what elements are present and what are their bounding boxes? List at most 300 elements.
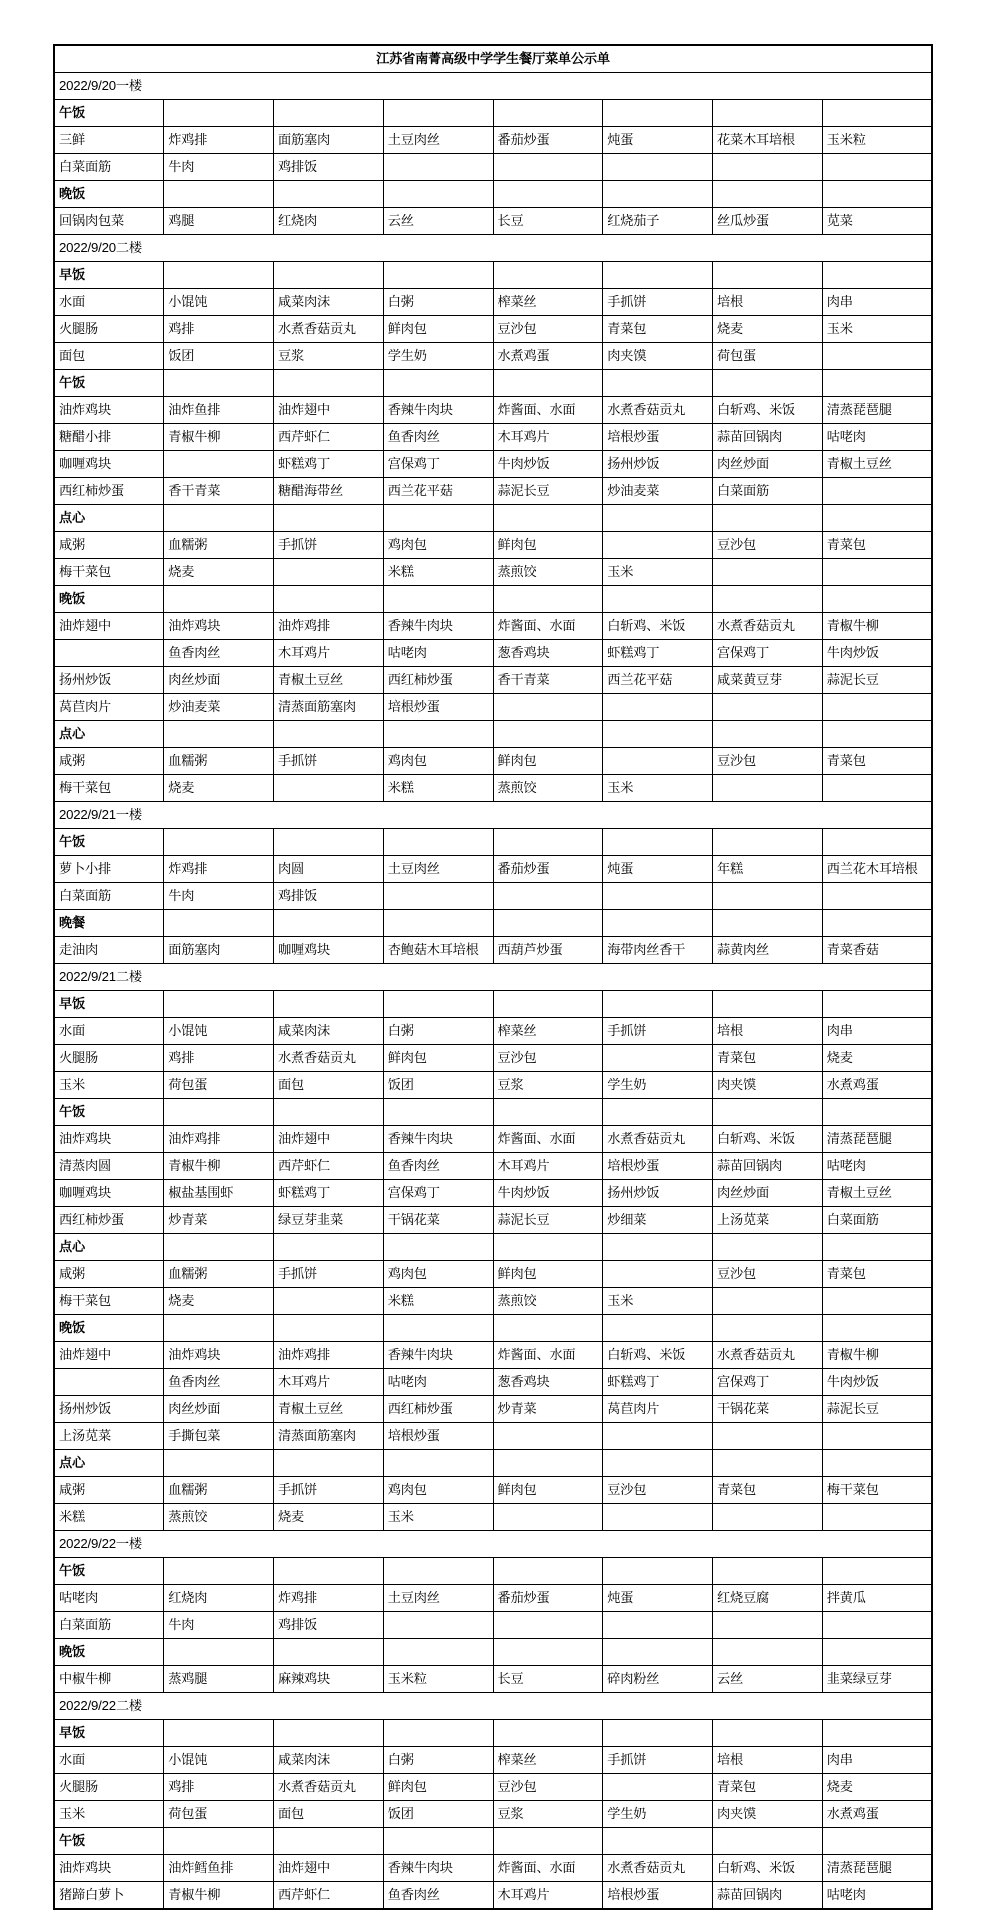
dish-cell: 绿豆芽韭菜	[274, 1207, 384, 1234]
meal-header-empty-cell	[603, 1450, 713, 1477]
dish-cell: 咕咾肉	[383, 1369, 493, 1396]
meal-header-empty-cell	[713, 1315, 823, 1342]
meal-header-empty-cell	[713, 1639, 823, 1666]
dish-cell: 清蒸面筋塞肉	[274, 694, 384, 721]
meal-header-empty-cell	[713, 1828, 823, 1855]
dish-cell: 麻辣鸡块	[274, 1666, 384, 1693]
document-title: 江苏省南菁高级中学学生餐厅菜单公示单	[54, 45, 932, 73]
dish-cell: 油炸翅中	[54, 1342, 164, 1369]
dish-cell: 清蒸琵琶腿	[822, 1126, 932, 1153]
meal-header-empty-cell	[822, 1315, 932, 1342]
dish-cell	[603, 532, 713, 559]
dish-cell: 豆沙包	[603, 1477, 713, 1504]
dish-cell	[164, 451, 274, 478]
meal-label: 早饭	[54, 262, 164, 289]
meal-header-row	[54, 1720, 932, 1747]
meal-header-empty-cell	[164, 586, 274, 613]
dish-cell: 炸酱面、水面	[493, 613, 603, 640]
dish-cell: 血糯粥	[164, 1477, 274, 1504]
dish-row	[54, 1585, 932, 1612]
dish-cell: 炸鸡排	[164, 856, 274, 883]
dish-cell: 莴苣肉片	[54, 694, 164, 721]
dish-cell: 小馄饨	[164, 1747, 274, 1774]
dish-cell: 面包	[274, 1072, 384, 1099]
dish-cell: 苋菜	[822, 208, 932, 235]
dish-cell: 清蒸面筋塞肉	[274, 1423, 384, 1450]
dish-cell: 长豆	[493, 1666, 603, 1693]
dish-cell: 豆沙包	[493, 1045, 603, 1072]
dish-cell: 豆浆	[493, 1072, 603, 1099]
dish-cell: 青菜包	[822, 1261, 932, 1288]
dish-cell	[822, 478, 932, 505]
dish-cell: 火腿肠	[54, 1045, 164, 1072]
dish-cell: 玉米	[383, 1504, 493, 1531]
dish-cell: 油炸鸡块	[54, 1126, 164, 1153]
dish-cell: 鲜肉包	[493, 748, 603, 775]
dish-cell: 韭菜绿豆芽	[822, 1666, 932, 1693]
meal-header-empty-cell	[493, 1450, 603, 1477]
meal-header-empty-cell	[383, 1315, 493, 1342]
dish-cell: 碎肉粉丝	[603, 1666, 713, 1693]
meal-header-empty-cell	[493, 1639, 603, 1666]
dish-cell: 木耳鸡片	[493, 424, 603, 451]
dish-row	[54, 1666, 932, 1693]
meal-header-empty-cell	[493, 100, 603, 127]
dish-cell: 猪蹄白萝卜	[54, 1882, 164, 1910]
dish-cell: 培根	[713, 289, 823, 316]
meal-header-empty-cell	[822, 721, 932, 748]
dish-cell	[822, 883, 932, 910]
dish-cell: 米糕	[54, 1504, 164, 1531]
dish-cell: 回锅肉包菜	[54, 208, 164, 235]
dish-cell: 梅干菜包	[54, 559, 164, 586]
dish-cell: 肉丝炒面	[164, 667, 274, 694]
dish-cell: 西芹虾仁	[274, 1882, 384, 1910]
dish-row	[54, 1207, 932, 1234]
dish-cell: 咕咾肉	[383, 640, 493, 667]
dish-cell: 水面	[54, 1747, 164, 1774]
dish-row	[54, 397, 932, 424]
meal-header-empty-cell	[164, 370, 274, 397]
dish-cell: 咸菜肉沫	[274, 1747, 384, 1774]
dish-cell	[713, 154, 823, 181]
dish-cell: 鱼香肉丝	[383, 1882, 493, 1910]
date-label: 2022/9/20二楼	[54, 235, 932, 262]
dish-cell: 炸酱面、水面	[493, 1342, 603, 1369]
dish-cell	[713, 559, 823, 586]
dish-cell: 肉丝炒面	[713, 1180, 823, 1207]
dish-cell	[603, 748, 713, 775]
dish-cell: 炒油麦菜	[164, 694, 274, 721]
dish-cell: 炸鸡排	[274, 1585, 384, 1612]
dish-cell: 木耳鸡片	[493, 1153, 603, 1180]
dish-cell: 青椒牛柳	[164, 424, 274, 451]
meal-label: 晚饭	[54, 586, 164, 613]
dish-cell: 萝卜小排	[54, 856, 164, 883]
meal-label: 午饭	[54, 1558, 164, 1585]
dish-cell: 学生奶	[603, 1072, 713, 1099]
dish-cell: 鱼香肉丝	[164, 640, 274, 667]
dish-cell: 鸡排	[164, 1045, 274, 1072]
dish-row	[54, 559, 932, 586]
dish-cell: 咸菜黄豆芽	[713, 667, 823, 694]
dish-cell: 西芹虾仁	[274, 1153, 384, 1180]
meal-header-empty-cell	[164, 1828, 274, 1855]
meal-header-empty-cell	[493, 1315, 603, 1342]
dish-cell: 香辣牛肉块	[383, 1342, 493, 1369]
dish-row	[54, 1261, 932, 1288]
dish-cell: 培根	[713, 1018, 823, 1045]
dish-cell: 白粥	[383, 1018, 493, 1045]
dish-cell: 清蒸琵琶腿	[822, 397, 932, 424]
dish-cell: 西红柿炒蛋	[383, 667, 493, 694]
meal-header-empty-cell	[383, 1720, 493, 1747]
dish-cell: 肉串	[822, 1018, 932, 1045]
dish-cell: 炒细菜	[603, 1207, 713, 1234]
dish-cell: 鲜肉包	[493, 1261, 603, 1288]
meal-header-empty-cell	[164, 721, 274, 748]
dish-cell: 蒜泥长豆	[493, 478, 603, 505]
dish-cell: 炸鸡排	[164, 127, 274, 154]
dish-cell: 梅干菜包	[822, 1477, 932, 1504]
dish-cell: 白粥	[383, 289, 493, 316]
dish-cell: 青菜包	[822, 748, 932, 775]
dish-cell: 鸡排	[164, 316, 274, 343]
meal-header-empty-cell	[274, 1639, 384, 1666]
meal-header-empty-cell	[822, 586, 932, 613]
meal-header-empty-cell	[493, 910, 603, 937]
dish-cell	[493, 1612, 603, 1639]
menu-table-body	[54, 45, 932, 1909]
meal-header-empty-cell	[713, 100, 823, 127]
dish-cell: 豆沙包	[713, 532, 823, 559]
dish-cell: 扬州炒饭	[54, 1396, 164, 1423]
meal-header-empty-cell	[713, 1450, 823, 1477]
meal-header-empty-cell	[164, 1720, 274, 1747]
dish-cell: 蒜苗回锅肉	[713, 1882, 823, 1910]
meal-header-row	[54, 1558, 932, 1585]
dish-cell: 饭团	[383, 1801, 493, 1828]
dish-cell: 西兰花平菇	[603, 667, 713, 694]
meal-header-empty-cell	[164, 1099, 274, 1126]
dish-cell: 油炸鸡块	[54, 397, 164, 424]
dish-cell: 火腿肠	[54, 316, 164, 343]
dish-cell: 扬州炒饭	[603, 451, 713, 478]
dish-cell: 玉米	[603, 559, 713, 586]
meal-header-empty-cell	[164, 1315, 274, 1342]
dish-cell: 油炸鱼排	[164, 397, 274, 424]
meal-header-empty-cell	[274, 181, 384, 208]
meal-header-empty-cell	[493, 721, 603, 748]
dish-cell: 虾糕鸡丁	[603, 640, 713, 667]
dish-row	[54, 154, 932, 181]
dish-cell: 清蒸肉圆	[54, 1153, 164, 1180]
dish-cell: 青菜包	[713, 1045, 823, 1072]
dish-cell: 西兰花平菇	[383, 478, 493, 505]
dish-cell: 火腿肠	[54, 1774, 164, 1801]
meal-label: 晚饭	[54, 1639, 164, 1666]
dish-cell: 三鲜	[54, 127, 164, 154]
meal-header-empty-cell	[493, 1099, 603, 1126]
date-label: 2022/9/22二楼	[54, 1693, 932, 1720]
dish-cell: 鸡排饭	[274, 1612, 384, 1639]
dish-row	[54, 937, 932, 964]
dish-cell: 蒸煎饺	[164, 1504, 274, 1531]
meal-label: 午饭	[54, 100, 164, 127]
dish-cell: 小馄饨	[164, 289, 274, 316]
dish-cell	[822, 1423, 932, 1450]
meal-header-empty-cell	[713, 370, 823, 397]
dish-cell: 中椒牛柳	[54, 1666, 164, 1693]
dish-cell: 蒸鸡腿	[164, 1666, 274, 1693]
dish-cell: 香辣牛肉块	[383, 1855, 493, 1882]
dish-cell: 血糯粥	[164, 1261, 274, 1288]
dish-cell: 西红柿炒蛋	[54, 478, 164, 505]
meal-header-empty-cell	[274, 1099, 384, 1126]
dish-cell: 白菜面筋	[54, 1612, 164, 1639]
meal-header-empty-cell	[383, 1828, 493, 1855]
dish-cell: 炸酱面、水面	[493, 1126, 603, 1153]
dish-cell	[493, 1423, 603, 1450]
dish-cell	[603, 1045, 713, 1072]
dish-row	[54, 1369, 932, 1396]
dish-cell	[274, 775, 384, 802]
meal-header-empty-cell	[493, 991, 603, 1018]
meal-header-empty-cell	[822, 370, 932, 397]
dish-cell: 番茄炒蛋	[493, 1585, 603, 1612]
dish-cell: 面包	[54, 343, 164, 370]
dish-cell: 红烧豆腐	[713, 1585, 823, 1612]
dish-cell: 荷包蛋	[164, 1801, 274, 1828]
dish-cell: 红烧肉	[164, 1585, 274, 1612]
dish-cell: 宫保鸡丁	[383, 451, 493, 478]
dish-cell: 鲜肉包	[383, 1045, 493, 1072]
dish-cell: 白斩鸡、米饭	[713, 397, 823, 424]
dish-cell: 鱼香肉丝	[164, 1369, 274, 1396]
dish-cell: 糖醋小排	[54, 424, 164, 451]
meal-header-empty-cell	[274, 586, 384, 613]
dish-cell	[383, 883, 493, 910]
meal-header-empty-cell	[603, 1099, 713, 1126]
meal-header-row	[54, 829, 932, 856]
dish-cell: 鱼香肉丝	[383, 424, 493, 451]
dish-cell: 鸡肉包	[383, 532, 493, 559]
meal-header-empty-cell	[383, 505, 493, 532]
meal-header-empty-cell	[493, 505, 603, 532]
dish-cell: 虾糕鸡丁	[274, 1180, 384, 1207]
meal-header-empty-cell	[713, 262, 823, 289]
dish-cell: 青椒土豆丝	[274, 1396, 384, 1423]
dish-cell: 培根炒蛋	[603, 424, 713, 451]
dish-row	[54, 424, 932, 451]
dish-row	[54, 343, 932, 370]
dish-cell: 咸菜肉沫	[274, 1018, 384, 1045]
dish-cell: 香辣牛肉块	[383, 613, 493, 640]
dish-cell: 蒜泥长豆	[822, 667, 932, 694]
dish-cell: 肉串	[822, 1747, 932, 1774]
meal-header-empty-cell	[493, 1828, 603, 1855]
meal-header-empty-cell	[822, 1828, 932, 1855]
dish-cell	[493, 883, 603, 910]
dish-row	[54, 1477, 932, 1504]
dish-cell	[274, 559, 384, 586]
meal-header-row	[54, 370, 932, 397]
dish-cell: 水煮香菇贡丸	[713, 613, 823, 640]
meal-header-empty-cell	[603, 100, 713, 127]
dish-cell	[603, 1774, 713, 1801]
meal-header-empty-cell	[713, 1720, 823, 1747]
dish-cell	[822, 694, 932, 721]
dish-cell: 培根	[713, 1747, 823, 1774]
dish-cell	[713, 883, 823, 910]
dish-cell: 豆沙包	[493, 1774, 603, 1801]
meal-header-empty-cell	[603, 505, 713, 532]
dish-cell: 鲜肉包	[493, 1477, 603, 1504]
dish-cell	[822, 343, 932, 370]
meal-header-empty-cell	[274, 1828, 384, 1855]
menu-table	[53, 44, 933, 1910]
dish-cell: 炖蛋	[603, 856, 713, 883]
dish-cell: 肉丝炒面	[164, 1396, 274, 1423]
dish-cell: 咸粥	[54, 1261, 164, 1288]
dish-cell: 鸡排饭	[274, 883, 384, 910]
dish-cell	[822, 1504, 932, 1531]
dish-cell	[274, 1288, 384, 1315]
dish-cell	[603, 1612, 713, 1639]
meal-header-empty-cell	[713, 829, 823, 856]
meal-header-empty-cell	[822, 1720, 932, 1747]
dish-cell: 培根炒蛋	[603, 1882, 713, 1910]
meal-header-empty-cell	[274, 370, 384, 397]
dish-cell	[383, 1612, 493, 1639]
meal-header-row	[54, 262, 932, 289]
dish-row	[54, 478, 932, 505]
dish-cell: 米糕	[383, 559, 493, 586]
dish-cell: 豆沙包	[713, 748, 823, 775]
dish-cell: 白粥	[383, 1747, 493, 1774]
dish-cell	[603, 154, 713, 181]
meal-header-empty-cell	[493, 181, 603, 208]
dish-cell: 培根炒蛋	[383, 1423, 493, 1450]
dish-cell	[493, 694, 603, 721]
meal-header-empty-cell	[164, 1450, 274, 1477]
dish-cell: 青菜包	[822, 532, 932, 559]
meal-header-empty-cell	[603, 1558, 713, 1585]
meal-header-empty-cell	[713, 721, 823, 748]
meal-header-row	[54, 1639, 932, 1666]
dish-cell	[603, 1423, 713, 1450]
meal-header-row	[54, 1828, 932, 1855]
date-header-row	[54, 235, 932, 262]
dish-cell: 水面	[54, 289, 164, 316]
meal-header-empty-cell	[493, 370, 603, 397]
dish-cell: 白斩鸡、米饭	[603, 1342, 713, 1369]
dish-cell: 面筋塞肉	[164, 937, 274, 964]
dish-cell: 油炸鸡排	[274, 1342, 384, 1369]
dish-cell: 白斩鸡、米饭	[713, 1855, 823, 1882]
dish-cell: 玉米	[822, 316, 932, 343]
dish-cell: 肉夹馍	[713, 1072, 823, 1099]
dish-cell	[603, 1504, 713, 1531]
meal-header-empty-cell	[603, 721, 713, 748]
dish-cell: 炖蛋	[603, 127, 713, 154]
meal-header-empty-cell	[274, 1234, 384, 1261]
meal-header-empty-cell	[383, 721, 493, 748]
dish-row	[54, 694, 932, 721]
meal-header-empty-cell	[274, 505, 384, 532]
meal-label: 晚餐	[54, 910, 164, 937]
dish-cell: 手抓饼	[603, 1018, 713, 1045]
meal-header-empty-cell	[822, 1450, 932, 1477]
dish-cell: 牛肉炒饭	[822, 1369, 932, 1396]
dish-cell: 青椒土豆丝	[822, 451, 932, 478]
meal-label: 早饭	[54, 991, 164, 1018]
meal-header-empty-cell	[383, 262, 493, 289]
meal-header-empty-cell	[713, 1099, 823, 1126]
meal-label: 午饭	[54, 829, 164, 856]
dish-row	[54, 667, 932, 694]
dish-cell: 虾糕鸡丁	[274, 451, 384, 478]
dish-cell: 米糕	[383, 775, 493, 802]
dish-row	[54, 289, 932, 316]
meal-header-empty-cell	[164, 505, 274, 532]
dish-cell: 水煮鸡蛋	[822, 1072, 932, 1099]
dish-cell: 水煮香菇贡丸	[274, 1774, 384, 1801]
dish-row	[54, 1153, 932, 1180]
dish-cell: 青椒土豆丝	[274, 667, 384, 694]
dish-cell: 白菜面筋	[822, 1207, 932, 1234]
dish-cell: 番茄炒蛋	[493, 856, 603, 883]
dish-cell: 花菜木耳培根	[713, 127, 823, 154]
meal-header-empty-cell	[274, 829, 384, 856]
meal-header-empty-cell	[493, 586, 603, 613]
dish-cell: 肉丝炒面	[713, 451, 823, 478]
dish-cell	[713, 1504, 823, 1531]
dish-cell: 丝瓜炒蛋	[713, 208, 823, 235]
meal-header-empty-cell	[603, 181, 713, 208]
dish-cell: 油炸鸡排	[164, 1126, 274, 1153]
dish-row	[54, 640, 932, 667]
dish-cell: 油炸翅中	[54, 613, 164, 640]
meal-header-empty-cell	[383, 1099, 493, 1126]
dish-cell: 鸡肉包	[383, 1261, 493, 1288]
dish-cell: 手抓饼	[274, 1261, 384, 1288]
dish-cell: 鲜肉包	[493, 532, 603, 559]
dish-cell: 木耳鸡片	[274, 1369, 384, 1396]
dish-cell: 玉米	[603, 1288, 713, 1315]
dish-cell: 牛肉炒饭	[822, 640, 932, 667]
dish-cell: 水煮香菇贡丸	[713, 1342, 823, 1369]
dish-cell: 梅干菜包	[54, 1288, 164, 1315]
dish-cell: 土豆肉丝	[383, 127, 493, 154]
dish-cell: 油炸鸡排	[274, 613, 384, 640]
dish-cell: 血糯粥	[164, 532, 274, 559]
meal-header-empty-cell	[713, 1234, 823, 1261]
dish-row	[54, 1045, 932, 1072]
dish-cell: 烧麦	[164, 775, 274, 802]
dish-cell: 椒盐基围虾	[164, 1180, 274, 1207]
dish-cell: 宫保鸡丁	[383, 1180, 493, 1207]
dish-cell: 炒青菜	[164, 1207, 274, 1234]
dish-cell: 饭团	[164, 343, 274, 370]
dish-cell: 肉串	[822, 289, 932, 316]
meal-header-empty-cell	[383, 1558, 493, 1585]
meal-header-empty-cell	[822, 1558, 932, 1585]
dish-row	[54, 1855, 932, 1882]
dish-cell: 油炸鸡块	[164, 1342, 274, 1369]
dish-row	[54, 316, 932, 343]
meal-header-row	[54, 181, 932, 208]
